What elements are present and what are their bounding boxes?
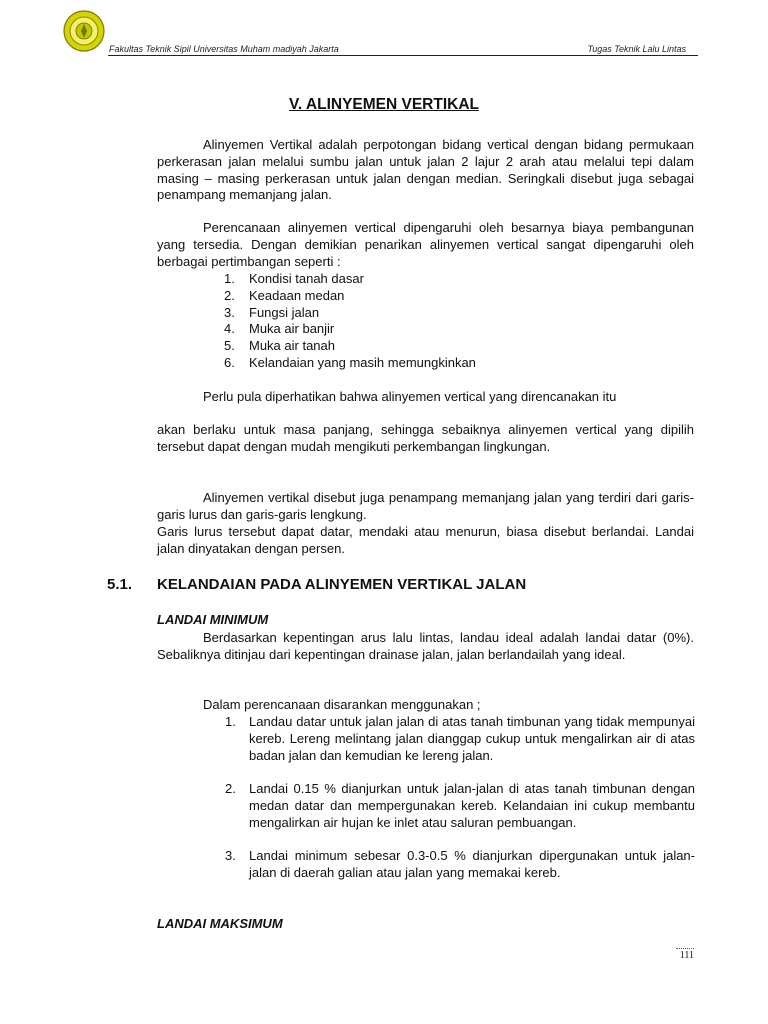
header-course: Tugas Teknik Lalu Lintas [587,44,686,54]
list-item: 1. Landau datar untuk jalan jalan di atas tanah timbunan yang tidak mempunyai kereb. Lereng melintang jalan dianggap cukup untuk mengalirkan air di atas badan jalan dan kemudian ke lereng jalan. [225,714,695,763]
section-number: 5.1. [107,576,133,593]
subheading-maximum: LANDAI MAKSIMUM [157,916,283,931]
header-institution: Fakultas Teknik Sipil Universitas Muham madiyah Jakarta [109,44,339,54]
list-item: 4. Muka air banjir [224,321,335,336]
list-item: 6. Kelandaian yang masih memungkinkan [224,355,476,370]
paragraph-consideration: akan berlaku untuk masa panjang, sehingga sebaiknya alinyemen vertical yang dipilih tersebut dapat dengan mudah mengikuti perkembangan lingkungan. [157,422,694,454]
header-divider [108,55,698,56]
section-title: KELANDAIAN PADA ALINYEMEN VERTIKAL JALAN [157,576,527,593]
list-item: 1. Kondisi tanah dasar [224,271,364,286]
list-item: 3. Fungsi jalan [224,305,320,320]
paragraph-consideration-intro: Perlu pula diperhatikan bahwa alinyemen vertical yang direncanakan itu [203,389,617,404]
list-item: 2. Keadaan medan [224,288,345,303]
list-item: 3. Landai minimum sebesar 0.3-0.5 % dianjurkan dipergunakan untuk jalan-jalan di daerah galian atau jalan yang memakai kereb. [225,848,695,880]
university-logo [63,10,105,52]
chapter-title: V. ALINYEMEN VERTIKAL [288,96,480,113]
subheading-minimum: LANDAI MINIMUM [157,612,269,627]
page-number-divider [676,948,694,949]
paragraph-profile: Alinyemen vertikal disebut juga penampang memanjang jalan yang terdiri dari garis-garis lurus dan garis-garis lengkung. [157,490,694,522]
page-number: 111 [679,950,694,961]
paragraph-planning: Perencanaan alinyemen vertical dipengaruhi oleh besarnya biaya pembangunan yang tersedia. Dengan demikian penarikan alinyemen vertical sangat dipengaruhi oleh berbagai pertimbangan seperti : [157,220,694,269]
paragraph-definition: Alinyemen Vertikal adalah perpotongan bidang vertical dengan bidang permukaan perkerasan jalan melalui sumbu jalan untuk jalan 2 lajur 2 arah atau melalui tepi dalam masing – masing perkerasan untuk jalan dengan median. Seringkali disebut juga sebagai penampang memanjang jalan. [157,137,694,203]
paragraph-minimum-grade: Berdasarkan kepentingan arus lalu lintas, landau ideal adalah landai datar (0%). Sebaliknya ditinjau dari kepentingan drainase jalan, jalan berlandailah yang ideal. [157,630,694,662]
list-item: 5. Muka air tanah [224,338,335,353]
paragraph-grade: Garis lurus tersebut dapat datar, mendaki atau menurun, biasa disebut berlandai. Landai jalan dinyatakan dengan persen. [157,524,694,556]
list-item: 2. Landai 0.15 % dianjurkan untuk jalan-jalan di atas tanah timbunan dengan medan datar dan mempergunakan kereb. Kelandaian ini cukup membantu mengalirkan air hujan ke inlet atau saluran pembuangan. [225,781,695,830]
paragraph-recommendation: Dalam perencanaan disarankan menggunakan ; [203,697,481,712]
